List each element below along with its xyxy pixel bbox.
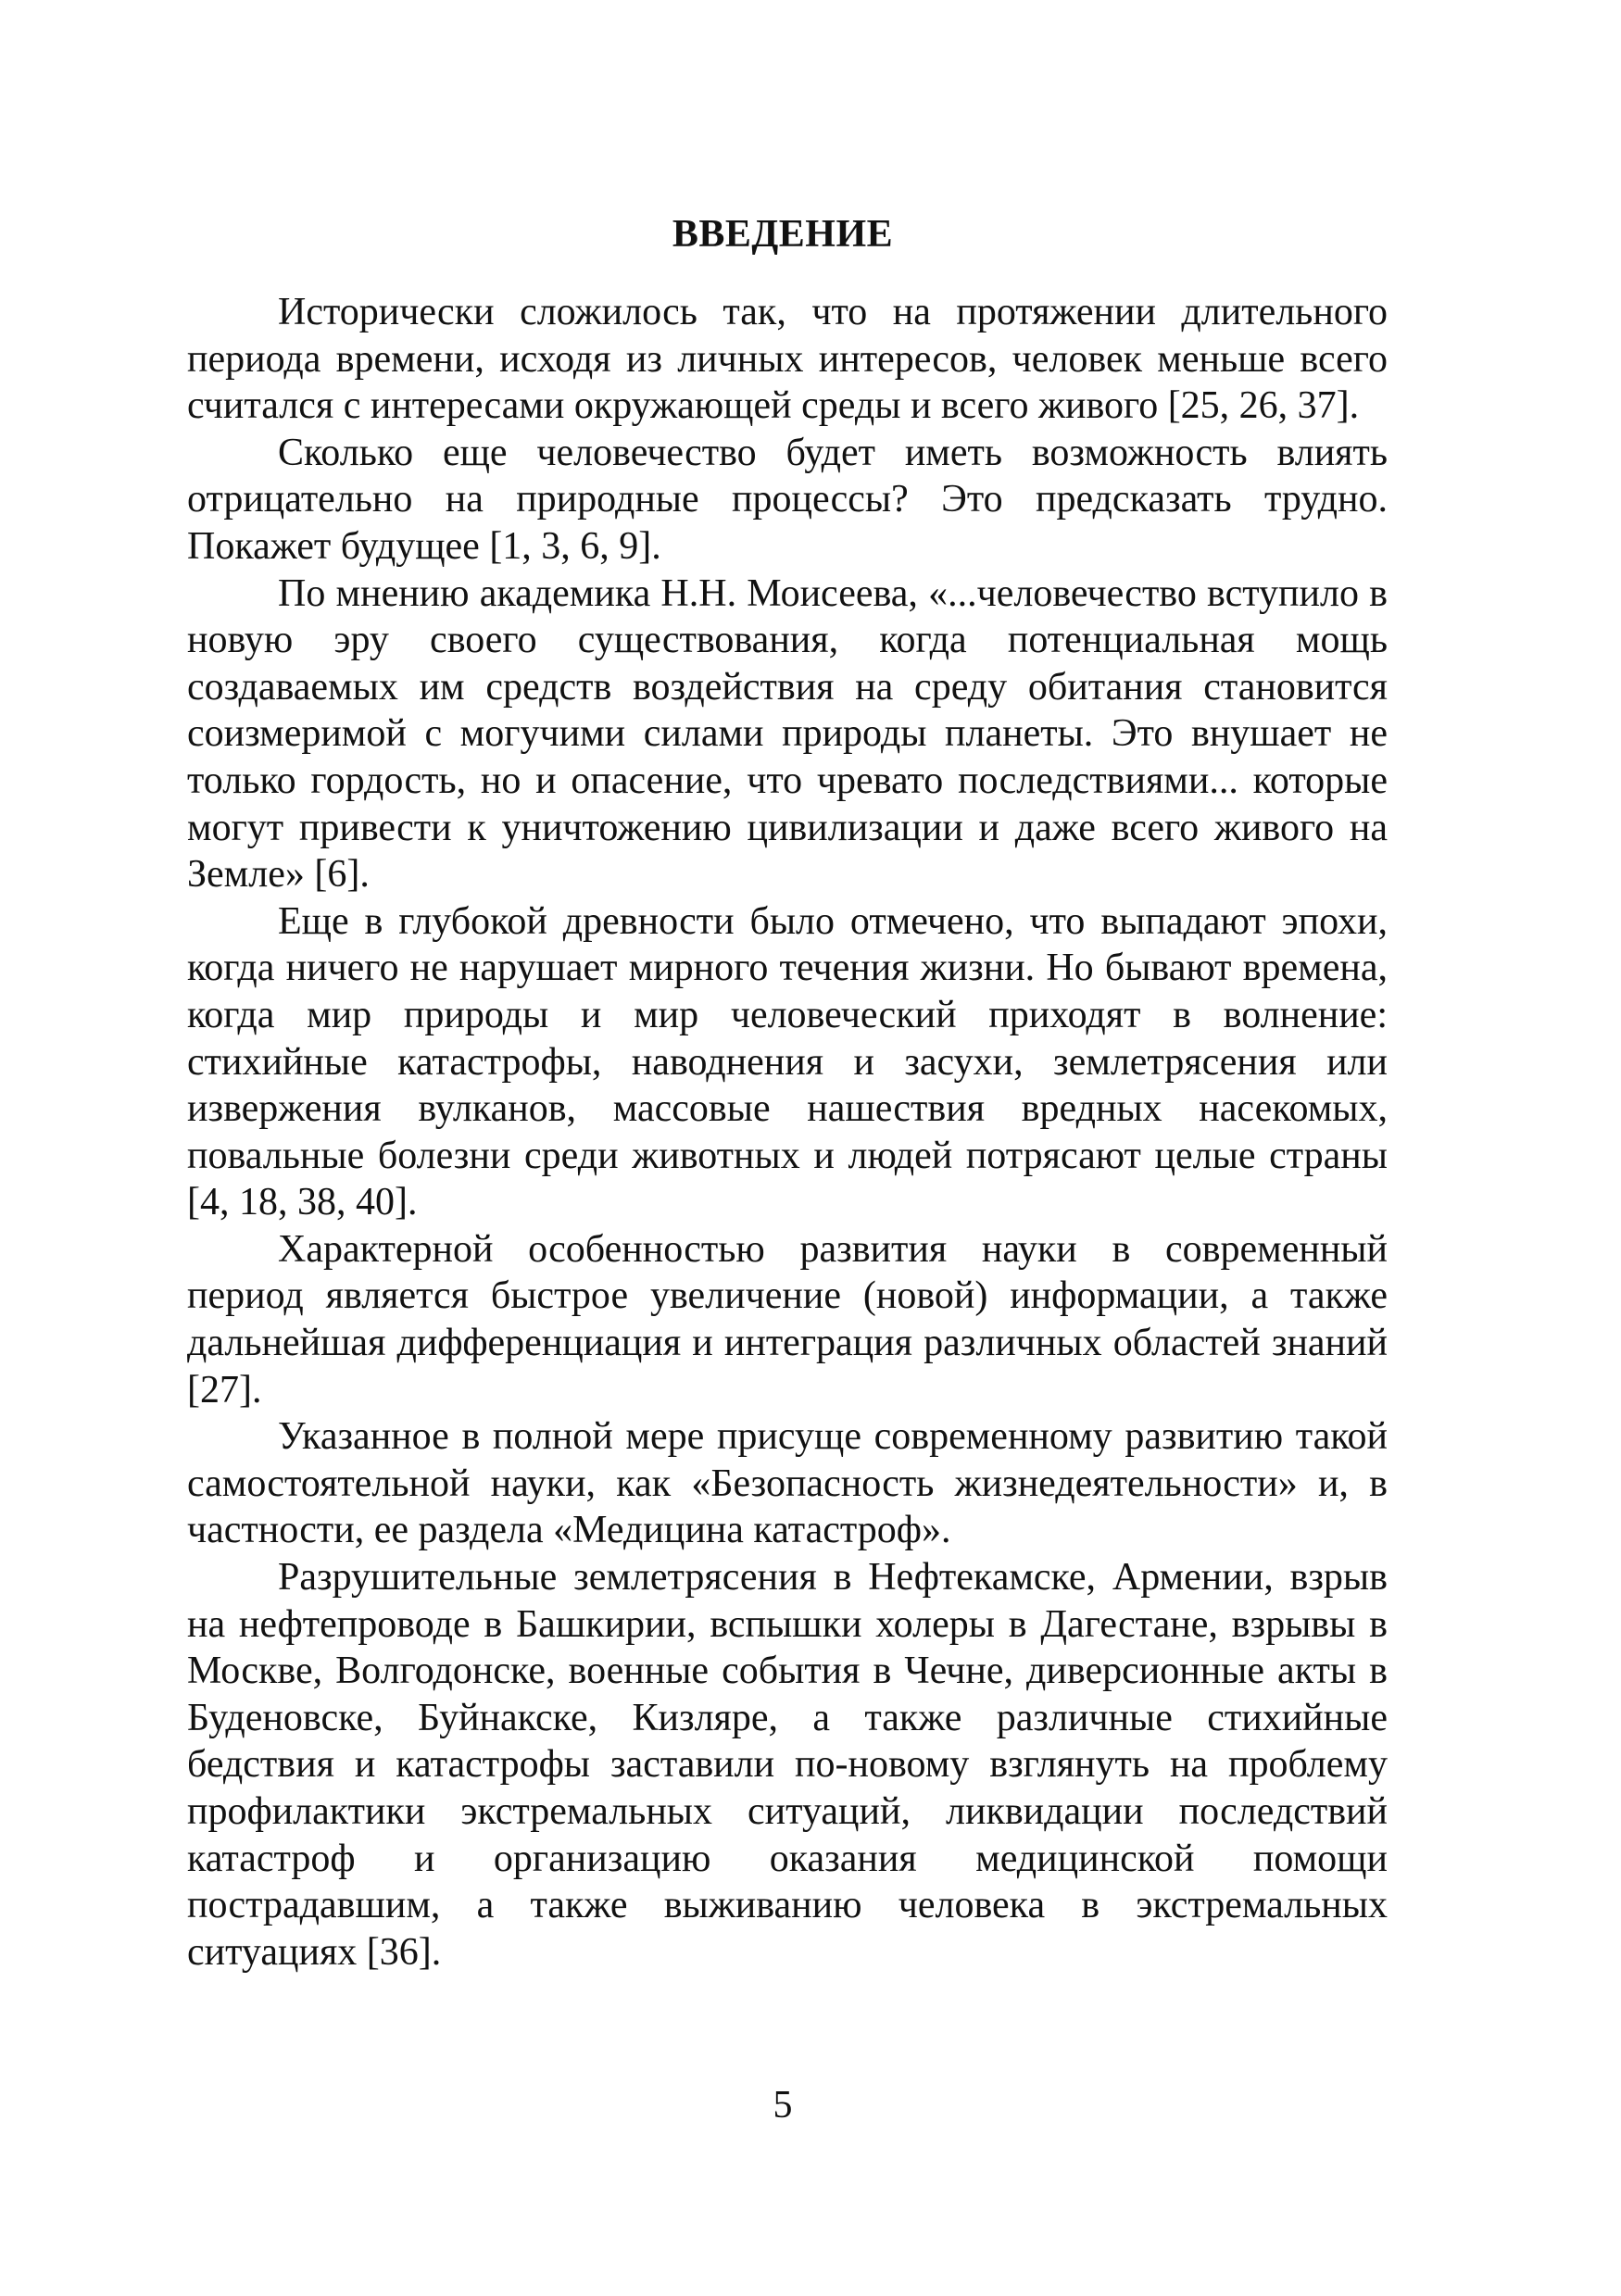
paragraph: Указанное в полной мере присуще современному развитию такой самостоятельной науки, как «Безопасность жизнедеятельности» и, в частности, ее раздела «Медицина катастроф». [187,1415,1388,1552]
page-title: ВВЕДЕНИЕ [672,213,894,256]
body-text [187,289,1388,1976]
paragraph: Характерной особенностью развития науки в современный период является быстрое увеличение (новой) информации, а также дальнейшая дифференциация и интеграция различных областей знаний [27]. [187,1227,1388,1411]
paragraph: Исторически сложилось так, что на протяжении длительного периода времени, исходя из личных интересов, человек меньше всего считался с интересами окружающей среды и всего живого [25, 26, 37]. [187,291,1388,428]
paragraph: Разрушительные землетрясения в Нефтекамске, Армении, взрыв на нефтепроводе в Башкирии, вспышки холеры в Дагестане, взрывы в Москве, Волгодонске, военные события в Чечне, диверсионные акты в Буденовске, Буйнакске, Кизляре, а также различные стихийные бедствия и катастрофы заставили по-новому взглянуть на проблему профилактики экстремальных ситуаций, ликвидации последствий катастроф и организацию оказания медицинской помощи пострадавшим, а также выживанию человека в экстремальных ситуациях [36]. [187,1556,1388,1974]
paragraph: Еще в глубокой древности было отмечено, что выпадают эпохи, когда ничего не нарушает мирного течения жизни. Но бывают времена, когда мир природы и мир человеческий приходят в волнение: стихийные катастрофы, наводнения и засухи, землетрясения или извержения вулканов, массовые нашествия вредных насекомых, повальные болезни среди животных и людей потрясают целые страны [4, 18, 38, 40]. [187,899,1388,1224]
page-number: 5 [773,2084,793,2127]
paragraph: Сколько еще человечество будет иметь возможность влиять отрицательно на природные процессы? Это предсказать трудно. Покажет будущее [1, 3, 6, 9]. [187,431,1388,568]
paragraph: По мнению академика Н.Н. Моисеева, «...человечество вступило в новую эру своего существования, когда потенциальная мощь создаваемых им средств воздействия на среду обитания становится соизмеримой с могучими силами природы планеты. Это внушает не только гордость, но и опасение, что чревато последствиями... которые могут привести к уничтожению цивилизации и даже всего живого на Земле» [6]. [187,571,1388,897]
